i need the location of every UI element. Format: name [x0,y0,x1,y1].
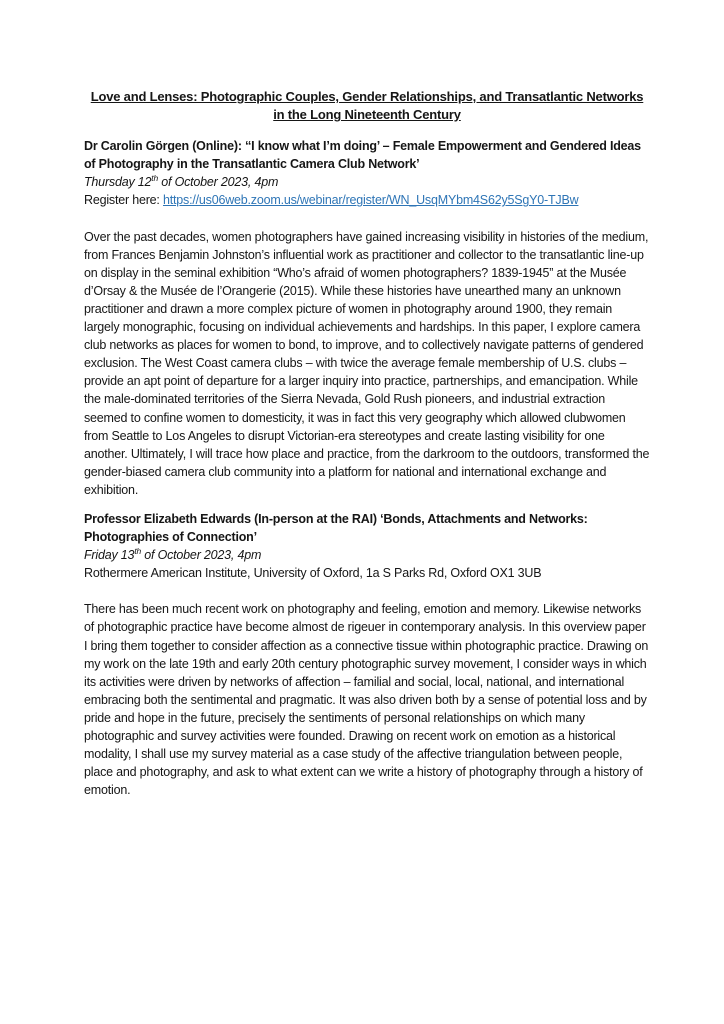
session-2-date-prefix: Friday 13 [84,548,135,563]
session-1-register-line [84,191,650,209]
session-1-date-suffix: of October 2023, 4pm [158,175,279,190]
document-title [84,88,650,124]
document-title-line-1: Love and Lenses: Photographic Couples, Gender Relationships, and Transatlantic Networks [90,89,644,104]
document-title-line-2: in the Long Nineteenth Century [273,107,461,123]
register-here-label: Register here: [84,193,163,208]
session-1-heading: Dr Carolin Görgen (Online): ‘‘I know what I’m doing’ – Female Empowerment and Gendered Ideas of Photography in the Transatlantic Camera Club Network’ [84,139,641,172]
session-1-header [84,137,650,209]
session-2-heading: Professor Elizabeth Edwards (In-person at the RAI) ‘Bonds, Attachments and Networks: Photographies of Connection’ [84,511,588,545]
session-1-date [84,173,650,191]
session-2-location: Rothermere American Institute, University of Oxford, 1a S Parks Rd, Oxford OX1 3UB [84,566,542,581]
session-1-abstract: Over the past decades, women photographers have gained increasing visibility in histories of the medium, from Frances Benjamin Johnston’s influential work as practitioner and collector to the transatlantic line-up on display in the seminal exhibition “Who’s afraid of women photographers? 1839-1945” at the Musée d’Orsay & the Musée de l’Orangerie (2015). While these histories have unearthed many an unknown practitioner and drawn a more complex picture of women in photography around 1900, they remain largely monographic, focusing on individual achievements and hardships. In this paper, I explore camera club networks as places for women to bond, to improve, and to collectively navigate patterns of gendered exclusion. The West Coast camera clubs – with twice the average female membership of U.S. clubs – provide an apt point of departure for a larger inquiry into practice, partnerships, and emancipation. While the male-dominated territories of the Sierra Nevada, Gold Rush pioneers, and industrial extraction seemed to confine women to domesticity, it was in fact this very geography which allowed clubwomen from Seattle to Los Angeles to disrupt Victorian-era stereotypes and create lasting visibility for one another. Ultimately, I will trace how place and practice, from the darkroom to the outdoors, transformed the gender-biased camera club community into a platform for national and international exchange and exhibition. [84,229,650,497]
zoom-registration-link[interactable]: https://us06web.zoom.us/webinar/register/WN_UsqMYbm4S62y5SgY0-TJBw [162,193,579,208]
document-content [84,88,650,799]
session-2-date-suffix: of October 2023, 4pm [141,548,262,563]
session-1-date-ordinal-superscript: th [151,173,158,184]
session-2-abstract: There has been much recent work on photography and feeling, emotion and memory. Likewise networks of photographic practice have become almost de rigeuer in contemporary analysis. In this overview paper I bring them together to consider affection as a connective tissue within photographic practice. Drawing on my work on the late 19th and early 20th century photographic survey movement, I consider ways in which its activities were driven by networks of affection – familial and social, local, national, and international embracing both the sentimental and pragmatic. It was also driven both by a sense of potential loss and by pride and hope in the future, precisely the sentiments of personal relationships on which many photographic and survey activities were founded. Drawing on recent work on emotion as a historical modality, I shall use my survey material as a case study of the affective triangulation between people, place and photography, and ask to what extent can we write a history of photography through a history of emotion. [84,602,649,798]
session-1-date-prefix: Thursday 12 [84,175,152,190]
session-2-header [84,510,650,582]
session-2-date [84,546,650,564]
session-2-date-ordinal-superscript: th [134,546,142,556]
